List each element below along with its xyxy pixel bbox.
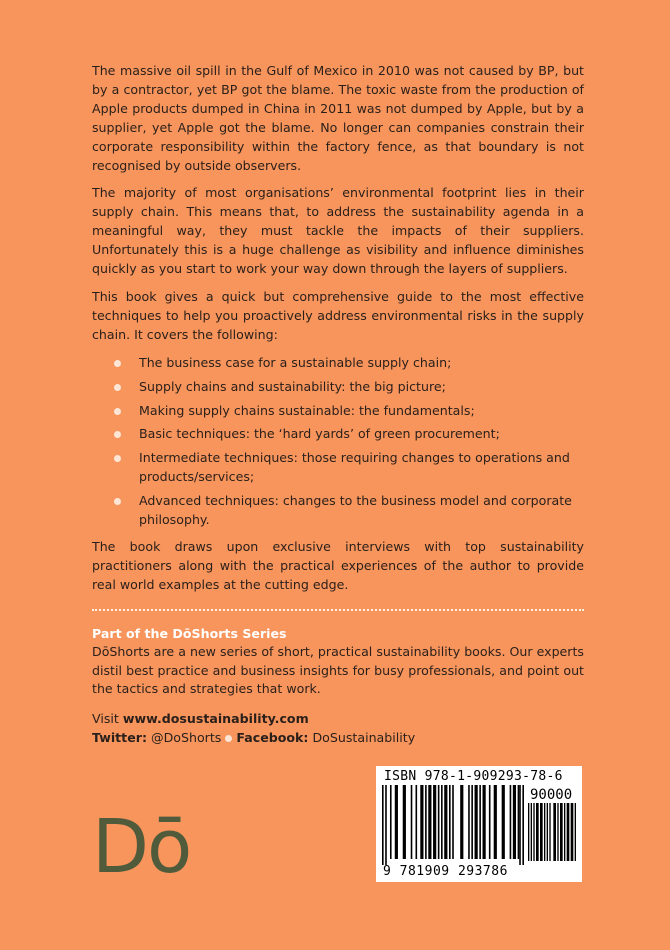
barcode-bar [513,785,516,859]
bullet-icon [114,455,121,462]
barcode-bar [536,803,539,861]
barcode-bar [567,803,570,861]
barcode-bar [519,785,521,865]
barcode-bar [494,785,497,859]
intro-paragraph-3: This book gives a quick but comprehensive guide to the most effective techniques to help you proactively address environmental risks in the supply chain. It covers the following: [92,288,584,342]
barcode-bar [572,803,573,861]
barcode-bar [433,785,436,859]
barcode-bar [547,803,548,861]
facebook-handle[interactable]: DoSustainability [308,730,416,746]
bullet-icon [114,408,121,415]
barcode-bar [420,785,423,859]
list-item-text: Making supply chains sustainable: the fundamentals; [139,402,475,418]
barcode-bar [531,803,532,861]
separator-dot-icon [225,735,232,742]
barcode-bar [385,785,387,865]
list-item-text: Basic techniques: the ‘hard yards’ of green procurement; [139,426,500,442]
barcode-bar [489,785,491,859]
barcode-bar [428,785,431,859]
list-item-text: Intermediate techniques: those requiring changes to operations and products/services; [139,450,570,485]
list-item-text: Advanced techniques: changes to the business model and corporate philosophy. [139,493,572,528]
visit-label: Visit [92,711,123,727]
barcode-bar [557,803,558,861]
barcode-bar [403,785,406,859]
barcode-bar [441,785,443,859]
barcode-bar [564,803,565,861]
list-item-text: The business case for a sustainable supply chain; [139,354,452,370]
barcode-bar [449,785,451,859]
facebook-label: Facebook: [236,730,309,746]
price-barcode-bars [528,803,578,861]
do-logo: Dō [92,804,191,890]
barcode-bar [471,785,473,859]
website-link[interactable]: www.dosustainability.com [122,711,309,727]
barcode-number: 9 781909 293786 [383,864,508,879]
barcode-bar [411,785,413,859]
list-item [114,378,584,397]
list-item [114,492,584,530]
bullet-icon [114,498,121,505]
barcode-bar [452,785,454,859]
isbn-barcode [376,766,582,882]
barcode-bars [382,785,524,865]
barcode-bar [571,803,572,861]
list-item [114,402,584,421]
barcode-bar [468,785,470,859]
barcode-bar [533,803,534,861]
list-item [114,354,584,373]
social-line [92,728,584,747]
barcode-bar [475,785,478,859]
barcode-bar [382,785,384,865]
bullet-icon [114,360,121,367]
barcode-bar [540,803,543,861]
bullet-icon [114,384,121,391]
back-cover-text [92,62,584,747]
list-item [114,425,584,444]
intro-paragraph-2: The majority of most organisations’ environmental footprint lies in their supply chain. This means that, to address the sustainability agenda in a meaningful way, they must tackle the impacts of their suppliers. Unfortunately this is a huge challenge as visibility and influence diminishes quickly as you start to work your way down through the layers of suppliers. [92,185,584,277]
intro-paragraph-1: The massive oil spill in the Gulf of Mexico in 2010 was not caused by BP, but by a contractor, yet BP got the blame. The toxic waste from the production of Apple products dumped in China in 2011 was not dumped by Apple, but by a supplier, yet Apple got the blame. No longer can companies constrain their corporate responsibility within the factory fence, as that boundary is not recognised by outside observers. [92,63,584,173]
visit-line [92,709,584,728]
barcode-bar [544,803,545,861]
isbn-text: ISBN 978-1-909293-78-6 [384,769,563,784]
series-description: DōShorts are a new series of short, practical sustainability books. Our experts distil best practice and business insights for busy professionals, and point out the tactics and strategies that work. [92,643,584,697]
barcode-bar [479,785,481,859]
barcode-bar [444,785,447,859]
list-item [114,449,584,487]
twitter-label: Twitter: [92,730,147,746]
closing-paragraph: The book draws upon exclusive interviews with top sustainability practitioners along with the practical experiences of the author to provide real world examples at the cutting edge. [92,538,584,592]
barcode-bar [425,785,427,859]
barcode-bar [438,785,440,859]
price-code: 90000 [530,787,573,803]
topics-list [92,354,584,530]
barcode-bar [483,785,486,859]
dotted-divider [92,609,584,611]
barcode-bar [560,803,563,861]
barcode-bar [518,785,520,859]
barcode-bar [528,803,529,861]
barcode-bar [416,785,418,859]
twitter-handle[interactable]: @DoShorts [147,730,222,746]
barcode-bar [522,785,524,865]
barcode-bar [390,785,392,859]
series-title: Part of the DōShorts Series [92,625,287,641]
barcode-bar [395,785,398,859]
barcode-bar [575,803,576,861]
bullet-icon [114,431,121,438]
barcode-bar [510,785,512,859]
barcode-bar [549,803,550,861]
barcode-bar [553,803,556,861]
barcode-bar [460,785,463,859]
barcode-bar [502,785,505,859]
list-item-text: Supply chains and sustainability: the big picture; [139,378,446,394]
